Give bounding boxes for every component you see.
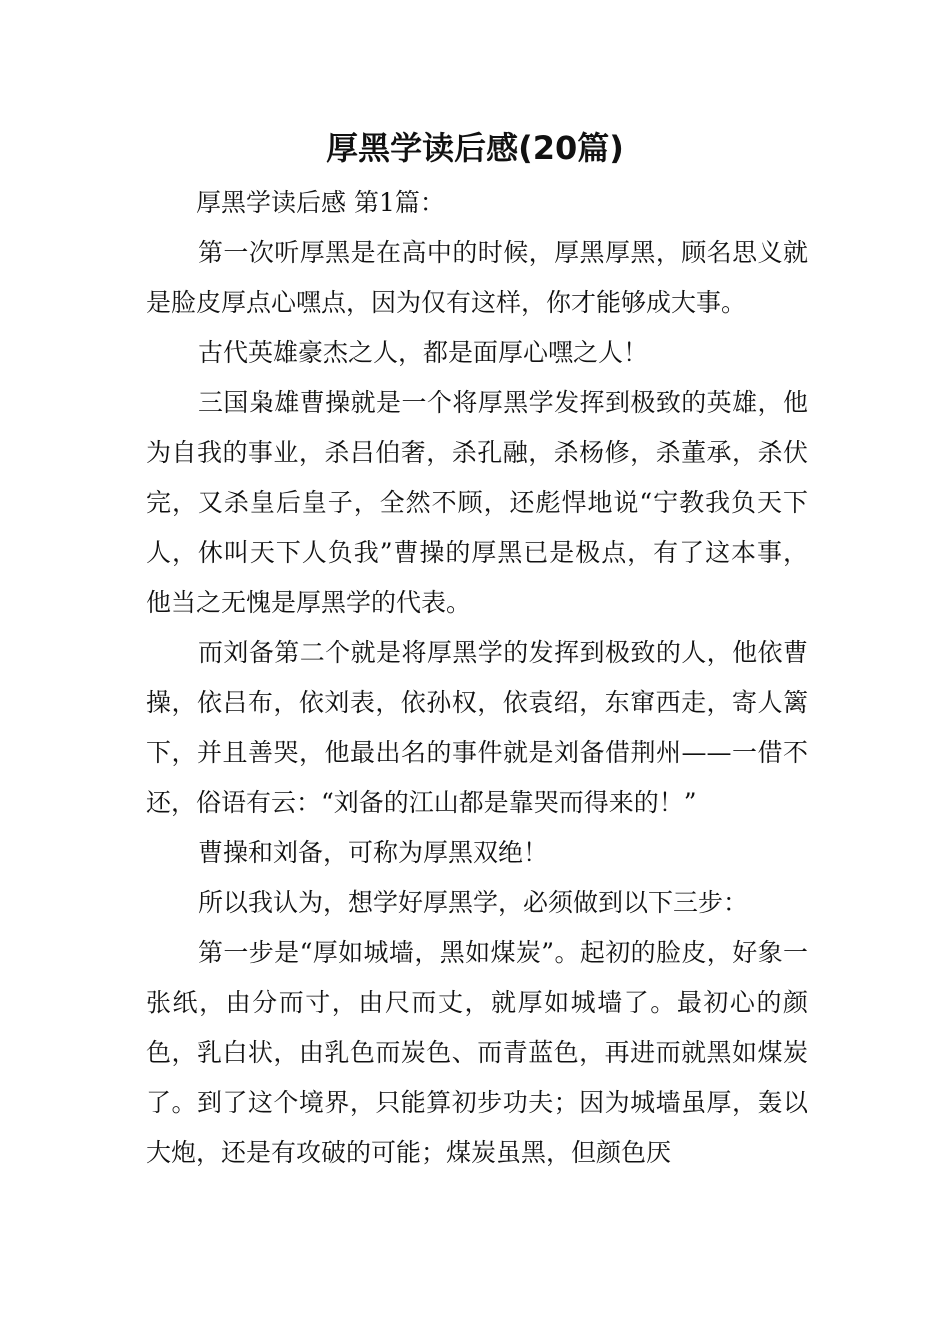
paragraph: 曹操和刘备，可称为厚黑双绝！ [198,838,549,867]
paragraph: 第一次听厚黑是在高中的时候，厚黑厚黑，顾名思义就是脸皮厚点心嘿点，因为仅有这样，你才能够成大事。 [146,238,808,317]
paragraph: 所以我认为，想学好厚黑学，必须做到以下三步： [198,888,749,917]
paragraph: 第一步是“厚如城墙，黑如煤炭”。起初的脸皮，好象一张纸，由分而寸，由尺而丈，就厚如城墙了。最初心的颜色，乳白状，由乳色而炭色、而青蓝色，再进而就黑如煤炭了。到了这个境界，只能算初步功夫；因为城墙虽厚，轰以大炮，还是有攻破的可能；煤炭虽黑，但颜色厌 [146,938,808,1167]
paragraph: 三国枭雄曹操就是一个将厚黑学发挥到极致的英雄，他为自我的事业，杀吕伯奢，杀孔融，杀杨修，杀董承，杀伏完，又杀皇后皇子，全然不顾，还彪悍地说“宁教我负天下人，休叫天下人负我”曹操的厚黑已是极点，有了这本事，他当之无愧是厚黑学的代表。 [146,388,808,617]
paragraph: 而刘备第二个就是将厚黑学的发挥到极致的人，他依曹操，依吕布，依刘表，依孙权，依袁绍，东窜西走，寄人篱下，并且善哭，他最出名的事件就是刘备借荆州——一借不还，俗语有云：“刘备的江山都是靠哭而得来的！” [146,638,808,817]
section-heading: 厚黑学读后感 第1篇： [196,188,445,217]
paragraph: 古代英雄豪杰之人，都是面厚心嘿之人！ [198,338,649,367]
document-body [146,178,808,1178]
document-title: 厚黑学读后感(20篇) [326,129,624,167]
